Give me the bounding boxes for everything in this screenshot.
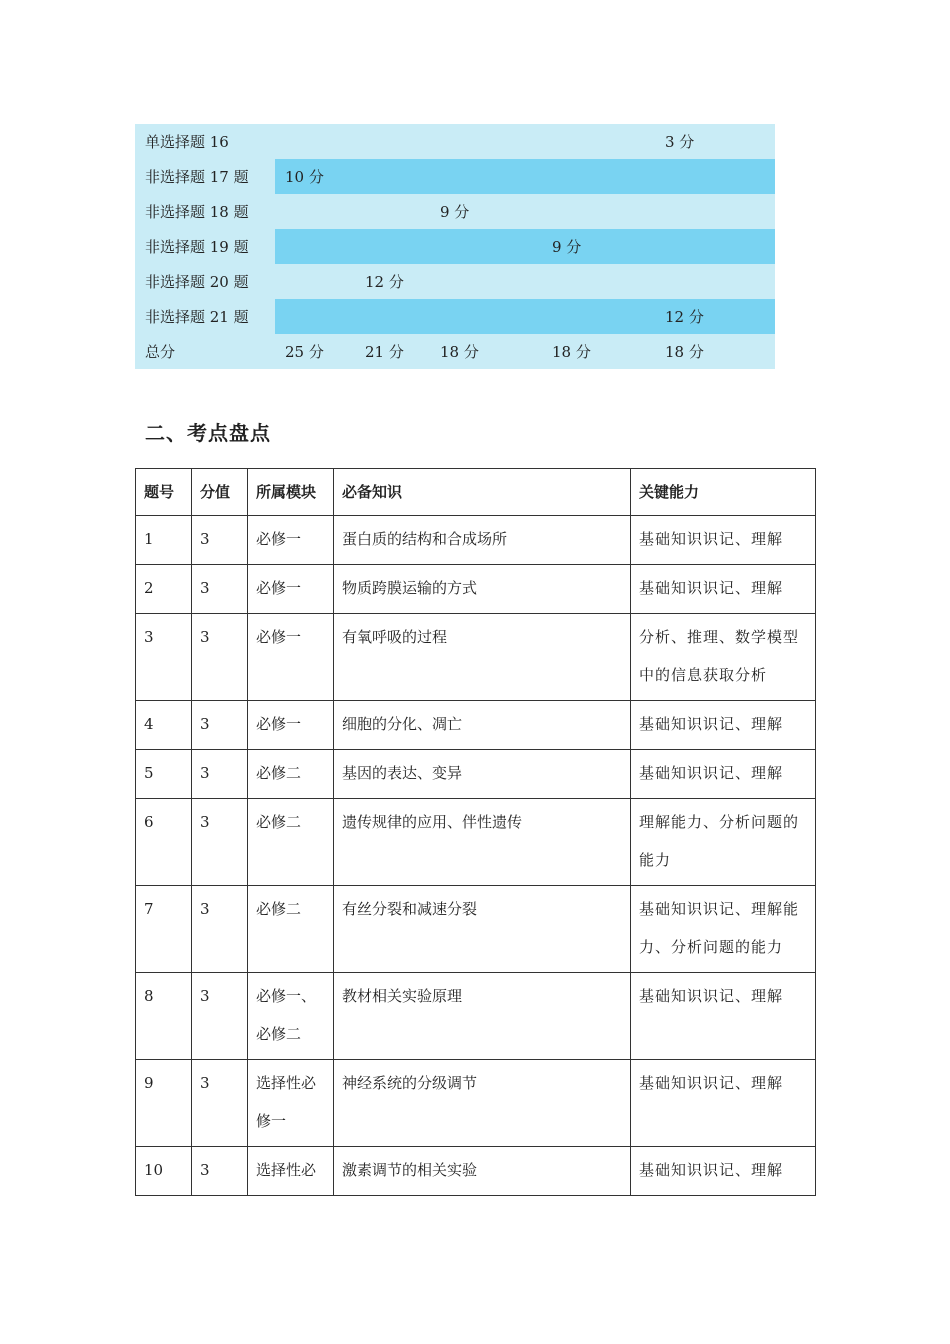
score-row-label: 非选择题 17 题 — [135, 159, 275, 194]
score-cell — [542, 194, 655, 229]
knowledge-cell: 有丝分裂和减速分裂 — [334, 886, 631, 973]
column-header: 分值 — [192, 469, 248, 516]
table-row — [136, 614, 816, 701]
score-cell: 3 — [192, 799, 248, 886]
score-cell: 18 分 — [542, 334, 655, 369]
table-row — [136, 886, 816, 973]
score-cell — [355, 299, 430, 334]
module-cell: 必修一、必修二 — [248, 973, 334, 1060]
module-cell: 必修一 — [248, 516, 334, 565]
question-number-cell: 5 — [136, 750, 192, 799]
score-cell: 3 — [192, 1060, 248, 1147]
table-row — [136, 516, 816, 565]
score-cell — [355, 159, 430, 194]
score-row-label: 总分 — [135, 334, 275, 369]
score-cell — [655, 194, 775, 229]
score-cell: 12 分 — [355, 264, 430, 299]
table-row — [136, 1060, 816, 1147]
score-cell — [275, 264, 355, 299]
table-row — [136, 565, 816, 614]
score-row-label: 非选择题 18 题 — [135, 194, 275, 229]
score-cell: 18 分 — [430, 334, 542, 369]
score-cell: 3 — [192, 886, 248, 973]
question-number-cell: 10 — [136, 1147, 192, 1196]
knowledge-cell: 教材相关实验原理 — [334, 973, 631, 1060]
ability-cell: 分析、推理、数学模型中的信息获取分析 — [631, 614, 816, 701]
ability-cell: 基础知识识记、理解 — [631, 973, 816, 1060]
ability-cell: 基础知识识记、理解 — [631, 516, 816, 565]
score-cell — [355, 124, 430, 159]
score-row — [135, 159, 775, 194]
score-cell: 3 — [192, 1147, 248, 1196]
knowledge-cell: 物质跨膜运输的方式 — [334, 565, 631, 614]
ability-cell: 基础知识识记、理解能力、分析问题的能力 — [631, 886, 816, 973]
score-cell — [430, 159, 542, 194]
knowledge-cell: 神经系统的分级调节 — [334, 1060, 631, 1147]
question-number-cell: 2 — [136, 565, 192, 614]
score-cell — [655, 229, 775, 264]
table-row — [136, 973, 816, 1060]
score-cell: 21 分 — [355, 334, 430, 369]
score-row — [135, 229, 775, 264]
knowledge-cell: 蛋白质的结构和合成场所 — [334, 516, 631, 565]
column-header: 必备知识 — [334, 469, 631, 516]
score-cell — [655, 264, 775, 299]
score-row-label: 非选择题 19 题 — [135, 229, 275, 264]
question-number-cell: 4 — [136, 701, 192, 750]
module-cell: 必修一 — [248, 701, 334, 750]
question-number-cell: 1 — [136, 516, 192, 565]
section-heading: 二、考点盘点 — [145, 421, 271, 445]
score-cell: 3 — [192, 565, 248, 614]
knowledge-cell: 细胞的分化、凋亡 — [334, 701, 631, 750]
score-cell — [275, 194, 355, 229]
knowledge-cell: 激素调节的相关实验 — [334, 1147, 631, 1196]
score-cell — [542, 124, 655, 159]
score-cell: 3 分 — [655, 124, 775, 159]
question-number-cell: 7 — [136, 886, 192, 973]
module-cell: 必修二 — [248, 750, 334, 799]
score-cell — [430, 229, 542, 264]
score-cell: 25 分 — [275, 334, 355, 369]
score-cell — [430, 264, 542, 299]
question-number-cell: 8 — [136, 973, 192, 1060]
ability-cell: 基础知识识记、理解 — [631, 565, 816, 614]
score-cell: 9 分 — [542, 229, 655, 264]
ability-cell: 基础知识识记、理解 — [631, 1147, 816, 1196]
module-cell: 选择性必 — [248, 1147, 334, 1196]
score-cell — [430, 299, 542, 334]
score-row — [135, 194, 775, 229]
score-cell — [542, 264, 655, 299]
score-cell — [655, 159, 775, 194]
table-row — [136, 1147, 816, 1196]
module-cell: 必修二 — [248, 799, 334, 886]
score-distribution-table — [135, 124, 775, 369]
score-row-label: 单选择题 16 — [135, 124, 275, 159]
score-cell: 18 分 — [655, 334, 775, 369]
knowledge-cell: 基因的表达、变异 — [334, 750, 631, 799]
score-row-label: 非选择题 20 题 — [135, 264, 275, 299]
column-header: 关键能力 — [631, 469, 816, 516]
knowledge-cell: 遗传规律的应用、伴性遗传 — [334, 799, 631, 886]
question-number-cell: 3 — [136, 614, 192, 701]
score-cell: 3 — [192, 614, 248, 701]
score-cell — [275, 229, 355, 264]
score-row — [135, 124, 775, 159]
exam-points-table — [135, 468, 816, 1196]
module-cell: 选择性必修一 — [248, 1060, 334, 1147]
score-cell: 12 分 — [655, 299, 775, 334]
score-cell: 3 — [192, 516, 248, 565]
ability-cell: 基础知识识记、理解 — [631, 701, 816, 750]
module-cell: 必修二 — [248, 886, 334, 973]
table-row — [136, 799, 816, 886]
table-header-row — [136, 469, 816, 516]
score-cell — [542, 159, 655, 194]
ability-cell: 基础知识识记、理解 — [631, 750, 816, 799]
column-header: 所属模块 — [248, 469, 334, 516]
score-row-label: 非选择题 21 题 — [135, 299, 275, 334]
table-row — [136, 750, 816, 799]
score-row — [135, 299, 775, 334]
module-cell: 必修一 — [248, 565, 334, 614]
ability-cell: 基础知识识记、理解 — [631, 1060, 816, 1147]
question-number-cell: 6 — [136, 799, 192, 886]
score-cell: 3 — [192, 701, 248, 750]
knowledge-cell: 有氧呼吸的过程 — [334, 614, 631, 701]
score-row — [135, 264, 775, 299]
score-cell: 3 — [192, 973, 248, 1060]
score-cell: 9 分 — [430, 194, 542, 229]
score-cell — [355, 229, 430, 264]
table-row — [136, 701, 816, 750]
score-cell — [542, 299, 655, 334]
score-cell: 10 分 — [275, 159, 355, 194]
question-number-cell: 9 — [136, 1060, 192, 1147]
ability-cell: 理解能力、分析问题的能力 — [631, 799, 816, 886]
score-cell — [275, 299, 355, 334]
score-row — [135, 334, 775, 369]
module-cell: 必修一 — [248, 614, 334, 701]
score-cell: 3 — [192, 750, 248, 799]
column-header: 题号 — [136, 469, 192, 516]
score-cell — [430, 124, 542, 159]
score-cell — [275, 124, 355, 159]
score-cell — [355, 194, 430, 229]
